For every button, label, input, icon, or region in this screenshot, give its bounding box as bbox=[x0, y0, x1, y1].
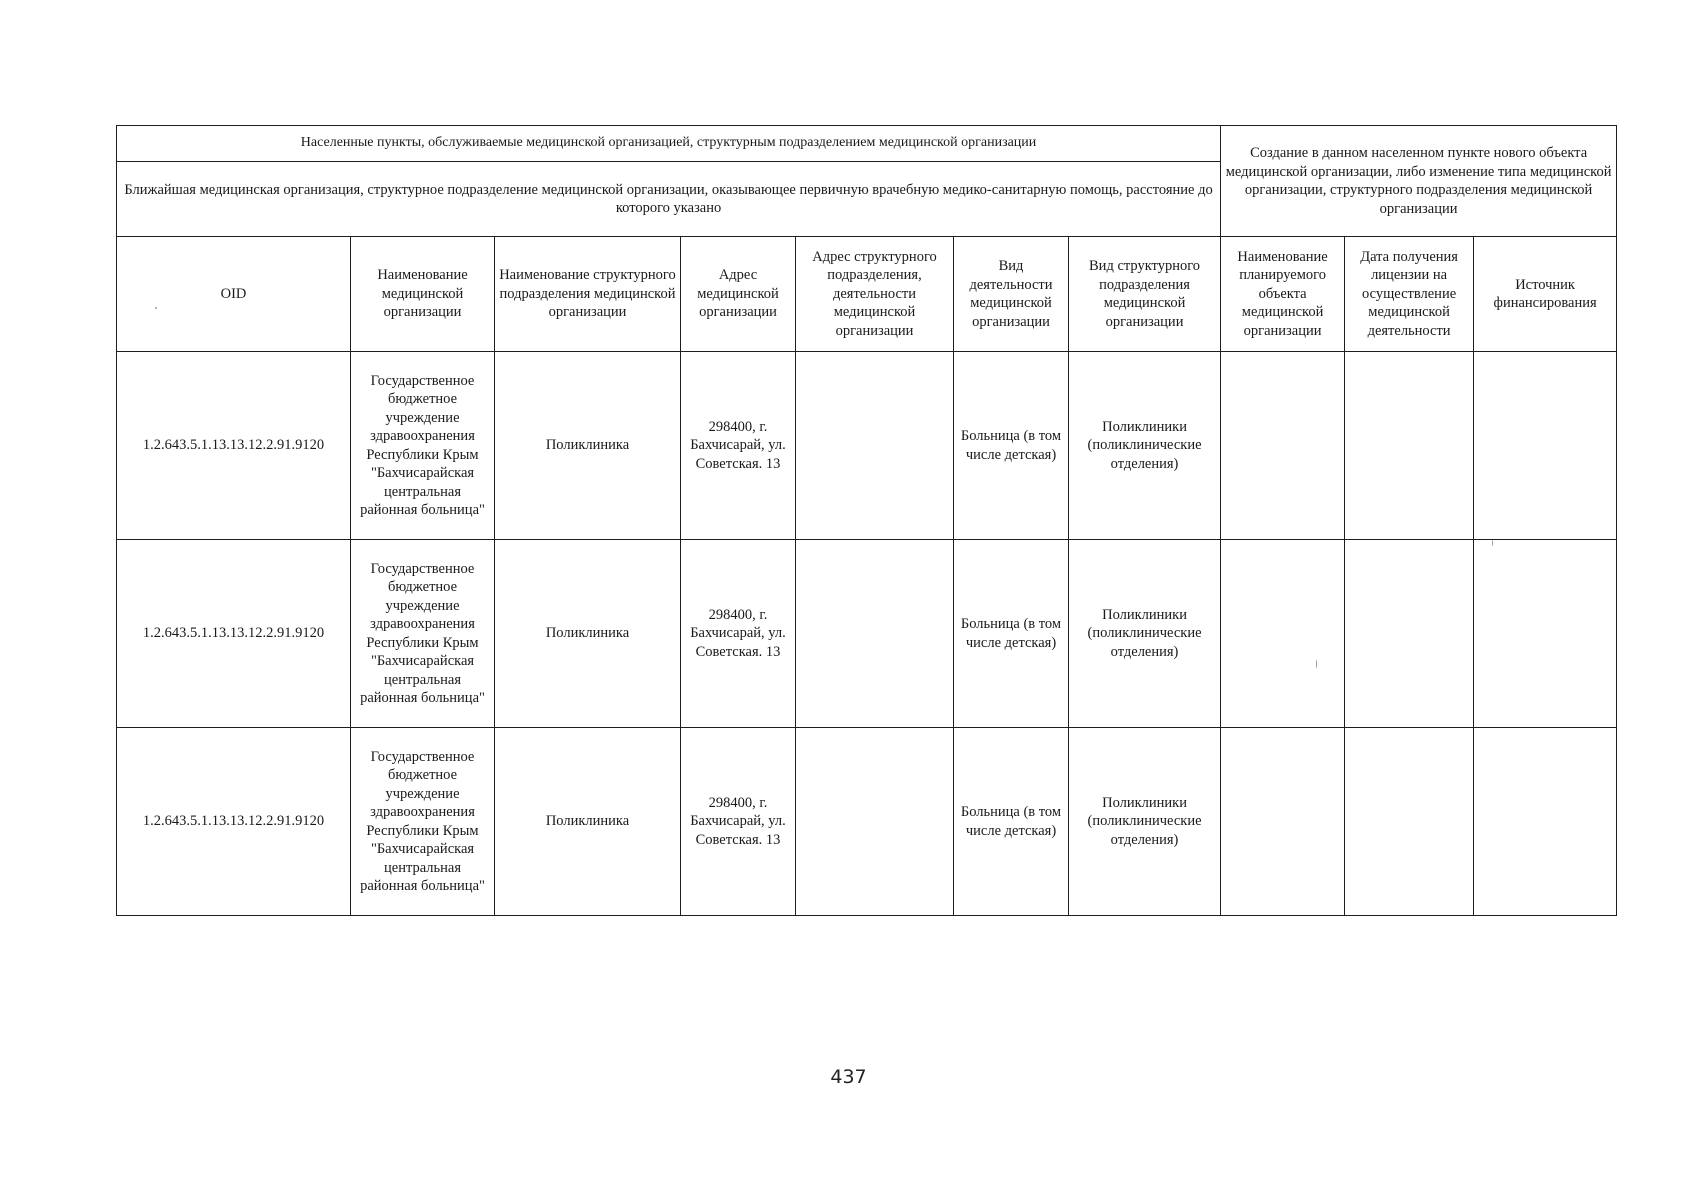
page-number: 437 bbox=[830, 1066, 867, 1088]
cell-unit-address bbox=[796, 728, 954, 916]
column-header-planned-object: Наименование планируемого объекта медицинской организации bbox=[1221, 237, 1345, 352]
cell-org-name: Государственное бюджетное учреждение здравоохранения Республики Крым "Бахчисарайская центральная районная больница" bbox=[351, 352, 495, 540]
cell-activity: Больница (в том числе детская) bbox=[954, 352, 1069, 540]
scan-speck bbox=[1492, 540, 1493, 546]
cell-license-date bbox=[1345, 728, 1474, 916]
medical-organizations-table bbox=[116, 125, 1617, 916]
cell-funding bbox=[1474, 540, 1617, 728]
cell-planned-object bbox=[1221, 728, 1345, 916]
cell-oid: 1.2.643.5.1.13.13.12.2.91.9120 bbox=[117, 352, 351, 540]
cell-license-date bbox=[1345, 540, 1474, 728]
cell-org-address: 298400, г. Бахчисарай, ул. Советская. 13 bbox=[681, 352, 796, 540]
column-header-activity: Вид деятельности медицинской организации bbox=[954, 237, 1069, 352]
column-header-license-date: Дата получения лицензии на осуществление медицинской деятельности bbox=[1345, 237, 1474, 352]
group-header-row bbox=[117, 126, 1617, 162]
cell-funding bbox=[1474, 728, 1617, 916]
scan-speck bbox=[155, 307, 157, 309]
table-row bbox=[117, 728, 1617, 916]
cell-org-name: Государственное бюджетное учреждение здравоохранения Республики Крым "Бахчисарайская центральная районная больница" bbox=[351, 540, 495, 728]
cell-activity: Больница (в том числе детская) bbox=[954, 540, 1069, 728]
column-header-unit-address: Адрес структурного подразделения, деятельности медицинской организации bbox=[796, 237, 954, 352]
right-header-cell: Создание в данном населенном пункте нового объекта медицинской организации, либо изменение типа медицинской организации, структурного подразделения медицинской организации bbox=[1221, 126, 1617, 237]
cell-oid: 1.2.643.5.1.13.13.12.2.91.9120 bbox=[117, 728, 351, 916]
column-header-org-address: Адрес медицинской организации bbox=[681, 237, 796, 352]
cell-unit-name: Поликлиника bbox=[495, 352, 681, 540]
column-header-unit-type: Вид структурного подразделения медицинской организации bbox=[1069, 237, 1221, 352]
cell-activity: Больница (в том числе детская) bbox=[954, 728, 1069, 916]
column-header-row bbox=[117, 237, 1617, 352]
cell-org-address: 298400, г. Бахчисарай, ул. Советская. 13 bbox=[681, 728, 796, 916]
column-header-funding: Источник финансирования bbox=[1474, 237, 1617, 352]
cell-unit-type: Поликлиники (поликлинические отделения) bbox=[1069, 352, 1221, 540]
group-header-cell: Населенные пункты, обслуживаемые медицинской организацией, структурным подразделением медицинской организации bbox=[117, 126, 1221, 162]
cell-funding bbox=[1474, 352, 1617, 540]
cell-unit-name: Поликлиника bbox=[495, 540, 681, 728]
cell-planned-object bbox=[1221, 352, 1345, 540]
cell-org-name: Государственное бюджетное учреждение здравоохранения Республики Крым "Бахчисарайская центральная районная больница" bbox=[351, 728, 495, 916]
cell-oid: 1.2.643.5.1.13.13.12.2.91.9120 bbox=[117, 540, 351, 728]
sub-header-cell: Ближайшая медицинская организация, структурное подразделение медицинской организации, оказывающее первичную врачебную медико-санитарную помощь, расстояние до которого указано bbox=[117, 162, 1221, 237]
cell-org-address: 298400, г. Бахчисарай, ул. Советская. 13 bbox=[681, 540, 796, 728]
cell-license-date bbox=[1345, 352, 1474, 540]
cell-unit-address bbox=[796, 352, 954, 540]
table-row bbox=[117, 540, 1617, 728]
cell-unit-name: Поликлиника bbox=[495, 728, 681, 916]
column-header-org-name: Наименование медицинской организации bbox=[351, 237, 495, 352]
cell-unit-type: Поликлиники (поликлинические отделения) bbox=[1069, 728, 1221, 916]
cell-planned-object bbox=[1221, 540, 1345, 728]
cell-unit-type: Поликлиники (поликлинические отделения) bbox=[1069, 540, 1221, 728]
column-header-unit-name: Наименование структурного подразделения медицинской организации bbox=[495, 237, 681, 352]
table-row bbox=[117, 352, 1617, 540]
column-header-oid: OID bbox=[117, 237, 351, 352]
scan-speck bbox=[1316, 660, 1317, 668]
cell-unit-address bbox=[796, 540, 954, 728]
